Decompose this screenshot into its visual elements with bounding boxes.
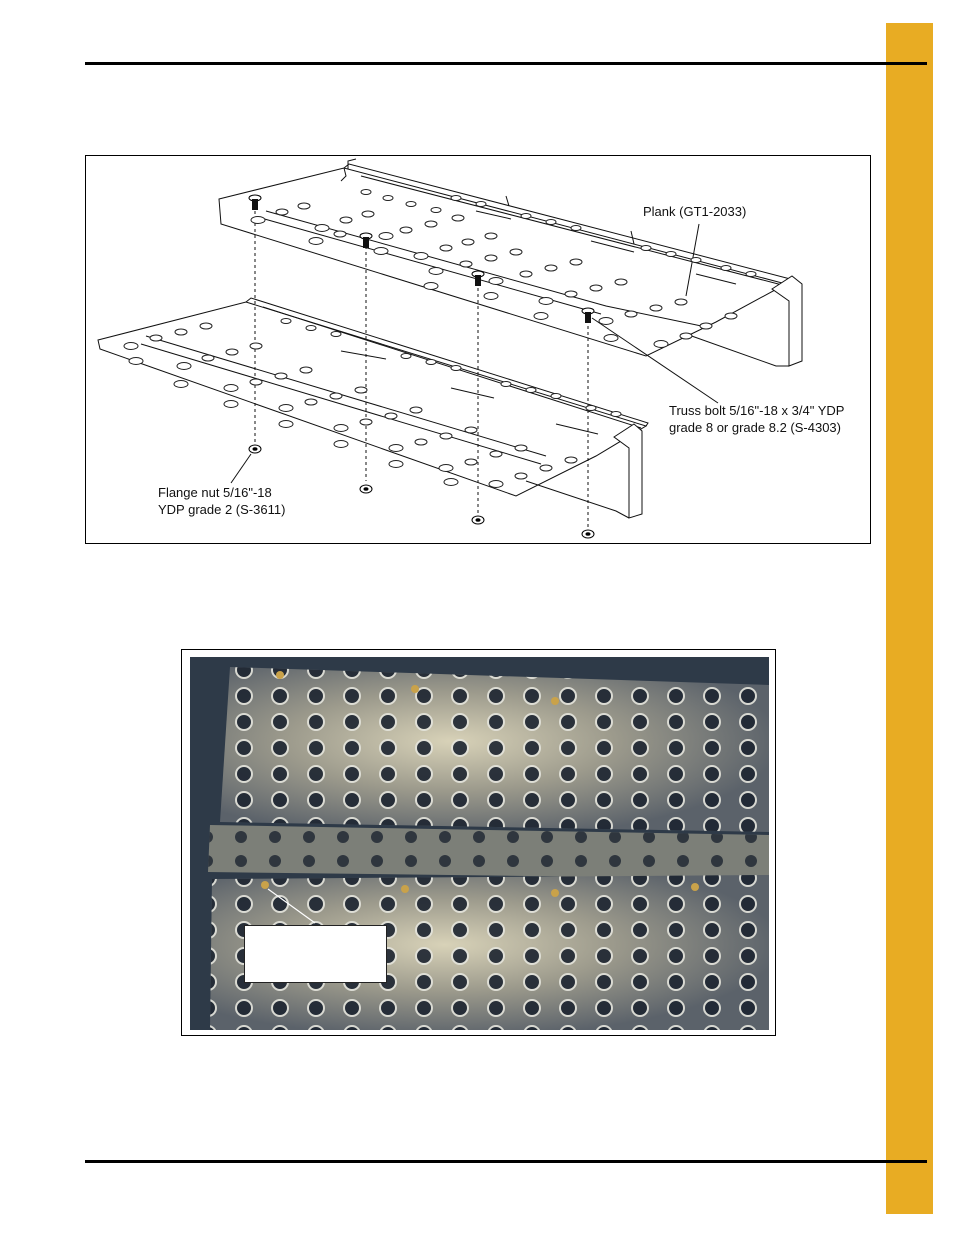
plank-callout: Plank (GT1-2033)	[643, 204, 747, 219]
header-rule	[85, 62, 927, 65]
truss-bolt-callout-line1: Truss bolt 5/16"-18 x 3/4" YDP	[669, 403, 845, 418]
plank-assembly-diagram	[85, 155, 871, 544]
flange-nut-callout-line2: YDP grade 2 (S-3611)	[158, 502, 286, 517]
installed-planks-photo	[190, 657, 769, 1030]
flange-nut-leader-line	[231, 454, 251, 483]
chapter-side-tab	[886, 23, 933, 1214]
footer-rule	[85, 1160, 927, 1163]
truss-bolt-callout-line2: grade 8 or grade 8.2 (S-4303)	[669, 420, 841, 435]
installed-planks-photo-frame	[181, 649, 776, 1036]
photo-callout-label	[244, 925, 387, 983]
flange-nut-callout-line1: Flange nut 5/16"-18	[158, 485, 272, 500]
